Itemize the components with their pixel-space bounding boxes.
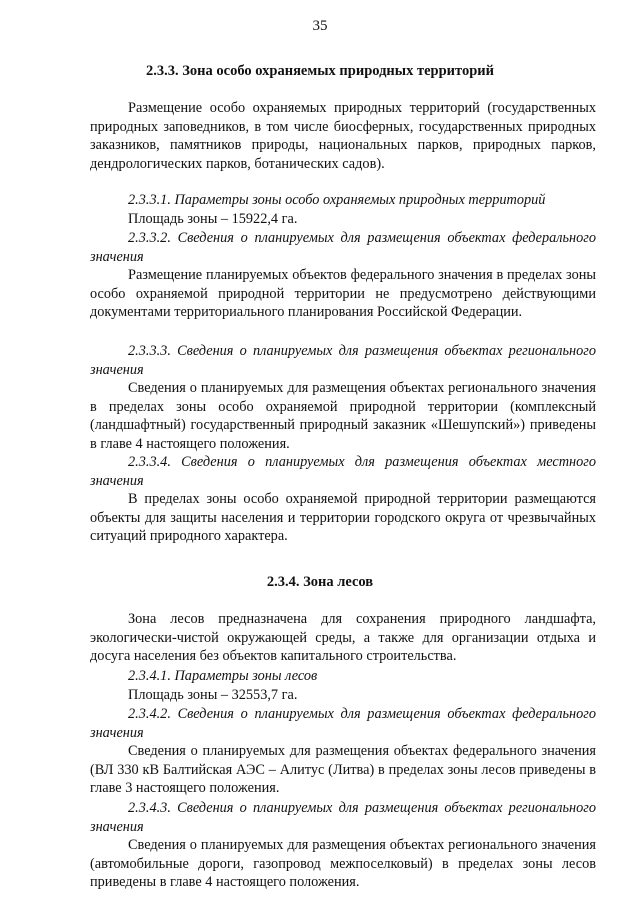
section-2-3-3-intro: Размещение особо охраняемых природных территорий (государственных природных заповедников, в том числе биосферных, государственных природных заказников, памятников природы, национальных парков, природных парков, дендрологических парков, ботанических садов). bbox=[90, 100, 596, 172]
subsection-2-3-3-4-title: 2.3.3.4. Сведения о планируемых для размещения объектах местного значения bbox=[90, 454, 596, 489]
subsection-2-3-3-3-title: 2.3.3.3. Сведения о планируемых для размещения объектах регионального значения bbox=[90, 343, 596, 378]
subsection-2-3-4-2-title: 2.3.4.2. Сведения о планируемых для размещения объектах федерального значения bbox=[90, 706, 596, 741]
subsection-2-3-3-2-text: Размещение планируемых объектов федерального значения в пределах зоны особо охраняемой природной территории не предусмотрено действующими документами территориального планирования Российской Федерации. bbox=[90, 267, 596, 320]
section-2-3-4-intro: Зона лесов предназначена для сохранения природного ландшафта, экологически-чистой окружающей среды, а также для организации отдыха и досуга населения без объектов капитального строительства. bbox=[90, 611, 596, 664]
subsection-2-3-4-1-title: 2.3.4.1. Параметры зоны лесов bbox=[128, 668, 318, 684]
subsection-2-3-3-4-text: В пределах зоны особо охраняемой природной территории размещаются объекты для защиты населения и территории городского округа от чрезвычайных ситуаций природного характера. bbox=[90, 491, 596, 544]
subsection-2-3-3-3-text: Сведения о планируемых для размещения объектах регионального значения в пределах зоны особо охраняемой природной территории (комплексный (ландшафтный) государственный природный заказник «Шешупский») приведены в главе 4 настоящего положения. bbox=[90, 380, 596, 452]
subsection-2-3-4-3-text: Сведения о планируемых для размещения объектах регионального значения (автомобильные дороги, газопровод межпоселковый) в пределах зоны лесов приведены в главе 4 настоящего положения. bbox=[90, 837, 596, 890]
subsection-2-3-3-2-title: 2.3.3.2. Сведения о планируемых для размещения объектах федерального значения bbox=[90, 230, 596, 265]
subsection-2-3-3-1-text: Площадь зоны – 15922,4 га. bbox=[128, 211, 298, 227]
section-heading-2-3-4: 2.3.4. Зона лесов bbox=[266, 574, 374, 590]
subsection-2-3-4-2-text: Сведения о планируемых для размещения объектах федерального значения (ВЛ 330 кВ Балтийская АЭС – Алитус (Литва) в пределах зоны лесов приведены в главе 3 настоящего положения. bbox=[90, 743, 596, 796]
subsection-2-3-4-3-title: 2.3.4.3. Сведения о планируемых для размещения объектах регионального значения bbox=[90, 800, 596, 835]
section-heading-2-3-3: 2.3.3. Зона особо охраняемых природных территорий bbox=[146, 63, 494, 79]
subsection-2-3-3-1-title: 2.3.3.1. Параметры зоны особо охраняемых природных территорий bbox=[128, 192, 546, 208]
subsection-2-3-4-1-text: Площадь зоны – 32553,7 га. bbox=[128, 687, 298, 703]
page-number: 35 bbox=[312, 18, 328, 34]
